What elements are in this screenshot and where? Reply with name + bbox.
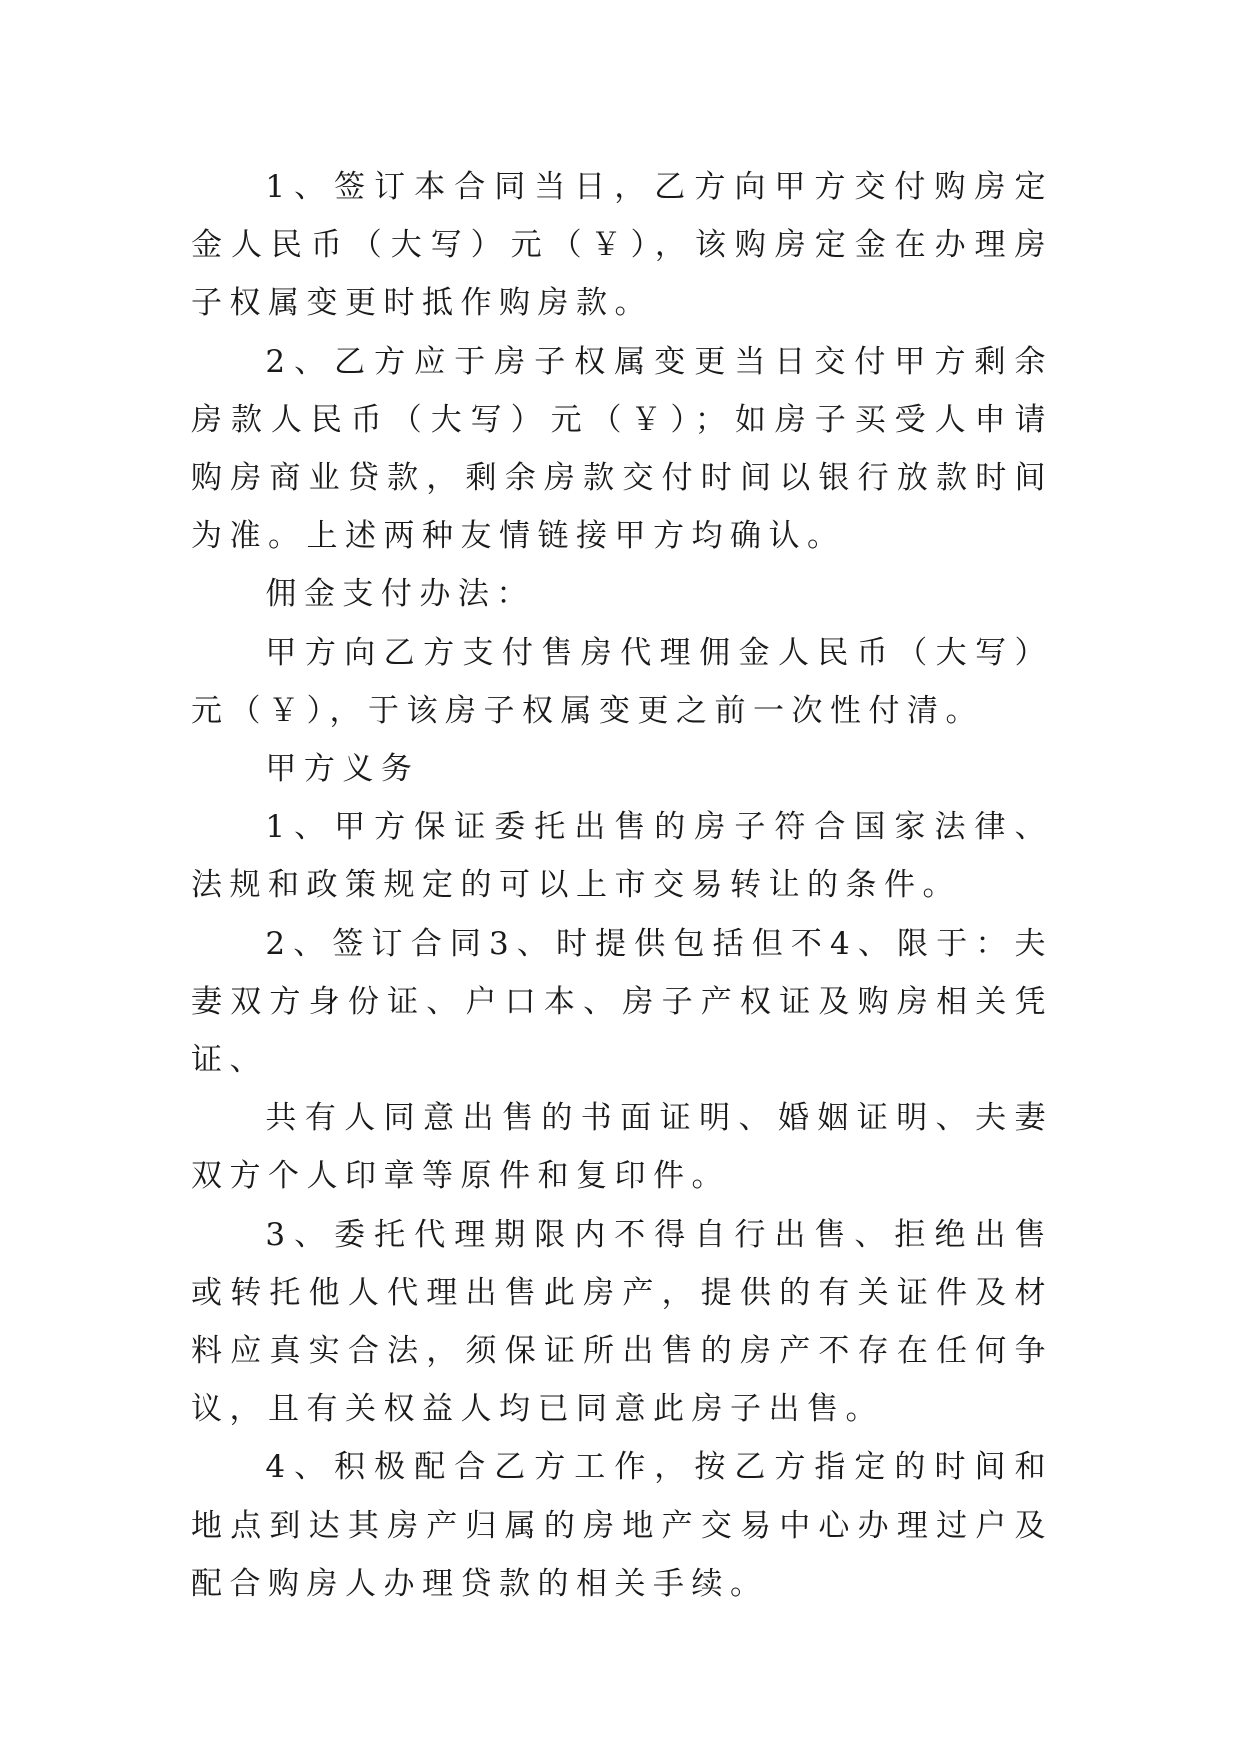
paragraph-party-a-obligations-heading: 甲方义务 bbox=[265, 751, 420, 788]
paragraph-obligation-2: 2、签订合同3、时提供包括但不4、限于：夫妻双方身份证、户口本、房子产权证及购房相关凭证、 bbox=[191, 925, 1053, 1079]
paragraph-commission-clause: 甲方向乙方支付售房代理佣金人民币（大写）元（￥），于该房子权属变更之前一次性付清。 bbox=[191, 634, 1053, 729]
paragraph-obligation-1: 1、甲方保证委托出售的房子符合国家法律、法规和政策规定的可以上市交易转让的条件。 bbox=[191, 809, 1053, 904]
paragraph-obligation-4: 4、积极配合乙方工作，按乙方指定的时间和地点到达其房产归属的房地产交易中心办理过户及配合购房人办理贷款的相关手续。 bbox=[191, 1449, 1053, 1602]
paragraph-commission-heading: 佣金支付办法： bbox=[265, 576, 535, 613]
paragraph-remaining-payment-clause: 2、乙方应于房子权属变更当日交付甲方剩余房款人民币（大写）元（￥）；如房子买受人申请购房商业贷款，剩余房款交付时间以银行放款时间为准。上述两种友情链接甲方均确认。 bbox=[191, 343, 1053, 555]
document-body bbox=[191, 158, 1053, 1613]
paragraph-deposit-clause: 1、签订本合同当日，乙方向甲方交付购房定金人民币（大写）元（￥），该购房定金在办理房子权属变更时抵作购房款。 bbox=[191, 169, 1053, 322]
paragraph-obligation-2-continued: 共有人同意出售的书面证明、婚姻证明、夫妻双方个人印章等原件和复印件。 bbox=[191, 1100, 1053, 1195]
paragraph-obligation-3: 3、委托代理期限内不得自行出售、拒绝出售或转托他人代理出售此房产，提供的有关证件及材料应真实合法，须保证所出售的房产不存在任何争议，且有关权益人均已同意此房子出售。 bbox=[191, 1216, 1053, 1428]
